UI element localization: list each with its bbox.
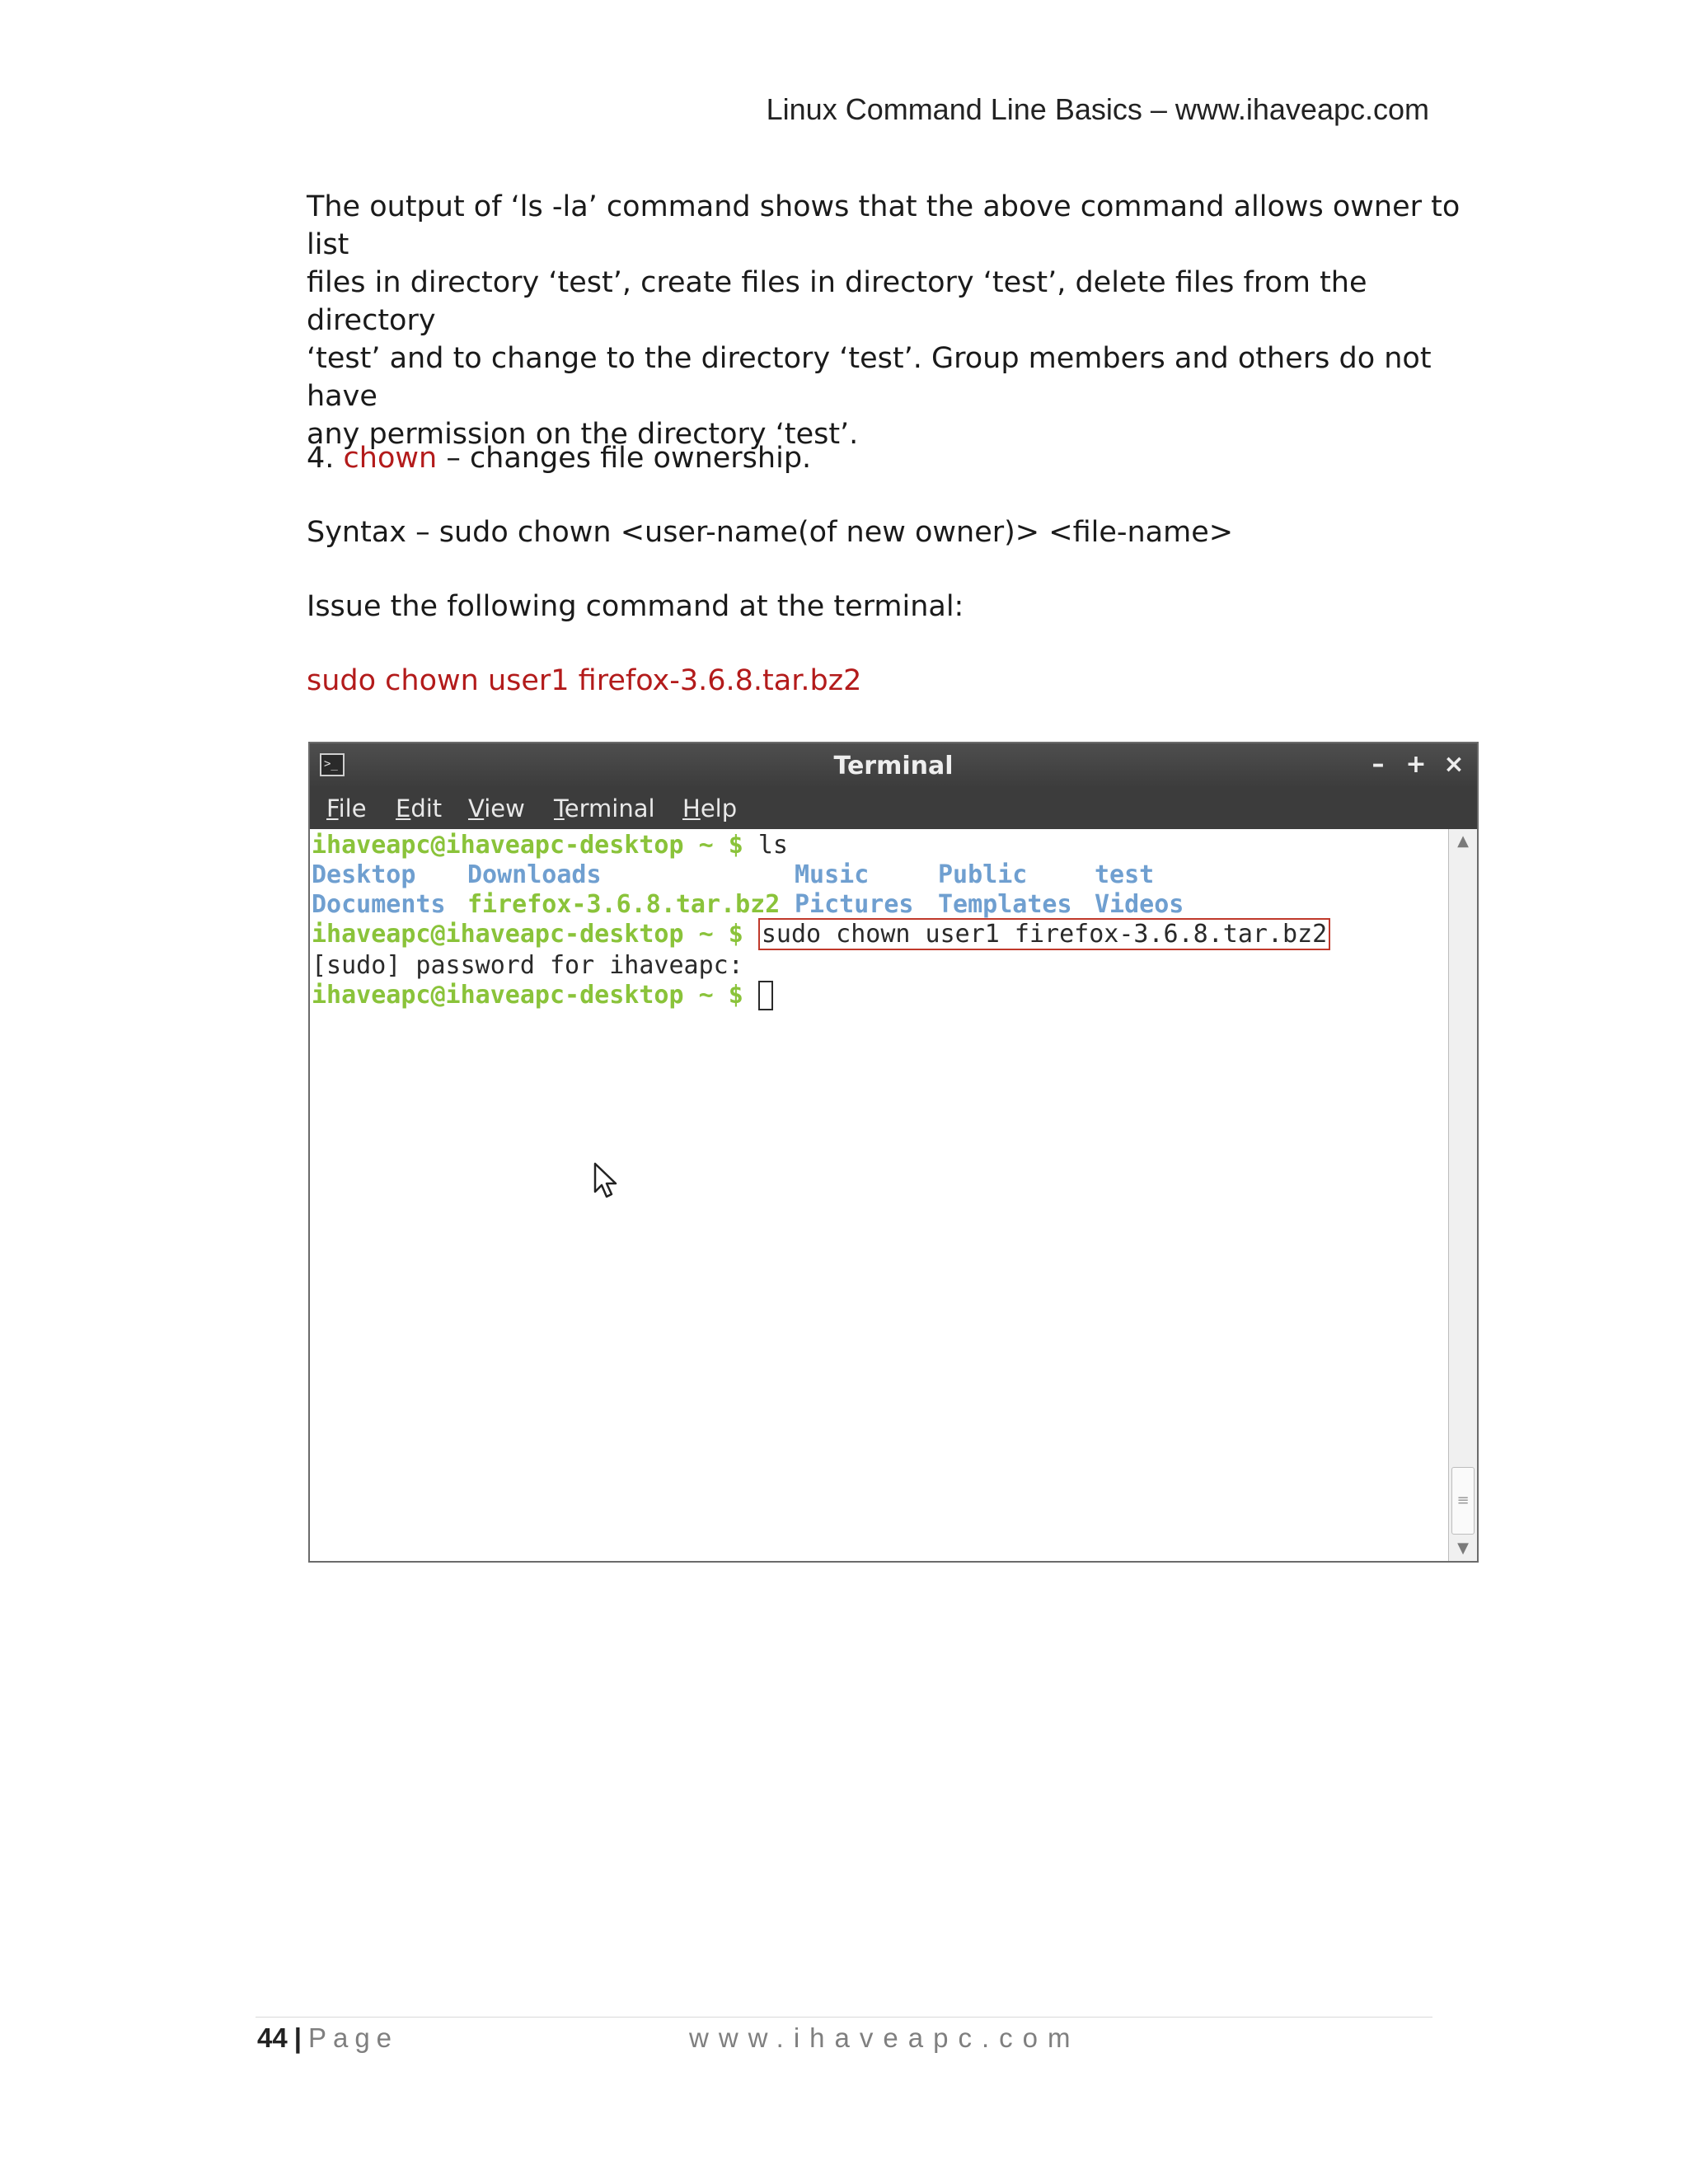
terminal-scrollbar[interactable]	[1448, 829, 1477, 1561]
intro-paragraph	[307, 188, 1461, 453]
ls-entry: Videos	[1095, 890, 1184, 919]
ls-entry: Downloads	[467, 860, 602, 889]
intro-line: any permission on the directory ‘test’.	[307, 418, 859, 451]
shell-prompt: ihaveapc@ihaveapc-desktop ~ $	[312, 920, 743, 949]
highlighted-chown-command: sudo chown user1 firefox-3.6.8.tar.bz2	[758, 918, 1330, 950]
minimize-button[interactable]: –	[1372, 750, 1385, 779]
terminal-line-1	[312, 831, 788, 860]
example-command: sudo chown user1 firefox-3.6.8.tar.bz2	[307, 664, 862, 697]
intro-line: The output of ‘ls -la’ command shows that the above command allows owner to list	[307, 190, 1461, 261]
footer-separator: |	[293, 2022, 302, 2053]
ls-entry: Pictures	[795, 890, 914, 919]
ls-command: ls	[743, 831, 788, 860]
menu-terminal[interactable]: Terminal	[554, 794, 655, 823]
shell-prompt: ihaveapc@ihaveapc-desktop ~ $	[312, 981, 743, 1010]
text-cursor	[758, 981, 773, 1010]
terminal-title: Terminal	[833, 752, 954, 780]
section-command: chown	[343, 442, 438, 475]
terminal-line-6	[312, 981, 773, 1010]
scroll-up-icon[interactable]: ▲	[1457, 832, 1469, 850]
terminal-app-icon: >_	[320, 753, 345, 776]
syntax-line: Syntax – sudo chown <user-name(of new owner)> <file-name>	[307, 516, 1234, 549]
terminal-menubar	[310, 788, 1477, 829]
page-number: 44	[257, 2022, 288, 2053]
ls-entry: Music	[795, 860, 870, 889]
ls-entry: Desktop	[312, 860, 416, 889]
footer-divider	[256, 2017, 1432, 2018]
close-button[interactable]: ×	[1443, 750, 1465, 779]
section-description: – changes file ownership.	[437, 442, 812, 475]
mouse-pointer-icon	[593, 1162, 618, 1202]
ls-entry: test	[1095, 860, 1155, 889]
page-header: Linux Command Line Basics – www.ihaveapc.com	[766, 92, 1429, 126]
menu-help[interactable]: Help	[682, 794, 738, 823]
section-number: 4.	[307, 442, 344, 475]
terminal-line-4	[312, 920, 1330, 949]
menu-edit[interactable]: Edit	[396, 794, 443, 823]
ls-entry: firefox-3.6.8.tar.bz2	[467, 890, 781, 919]
footer-site: www.ihaveapc.com	[689, 2022, 1081, 2053]
instruction-line: Issue the following command at the terminal:	[307, 590, 964, 623]
section-heading	[307, 442, 811, 475]
shell-prompt: ihaveapc@ihaveapc-desktop ~ $	[312, 831, 743, 860]
terminal-titlebar	[310, 743, 1477, 788]
maximize-button[interactable]: +	[1405, 750, 1427, 779]
ls-entry: Public	[938, 860, 1028, 889]
menu-view[interactable]: View	[468, 794, 525, 823]
terminal-output[interactable]	[310, 829, 1449, 1561]
intro-line: files in directory ‘test’, create files in directory ‘test’, delete files from the directory	[307, 266, 1367, 337]
sudo-password-prompt: [sudo] password for ihaveapc:	[312, 951, 743, 980]
ls-entry: Templates	[938, 890, 1072, 919]
terminal-window	[308, 742, 1479, 1563]
footer-page-number	[257, 2022, 398, 2054]
intro-line: ‘test’ and to change to the directory ‘test’. Group members and others do not have	[307, 342, 1432, 413]
scroll-thumb[interactable]: ≡	[1451, 1467, 1475, 1535]
ls-entry: Documents	[312, 890, 446, 919]
scroll-down-icon[interactable]: ▼	[1457, 1540, 1469, 1557]
menu-file[interactable]: File	[326, 794, 367, 823]
page-label: Page	[307, 2022, 399, 2053]
